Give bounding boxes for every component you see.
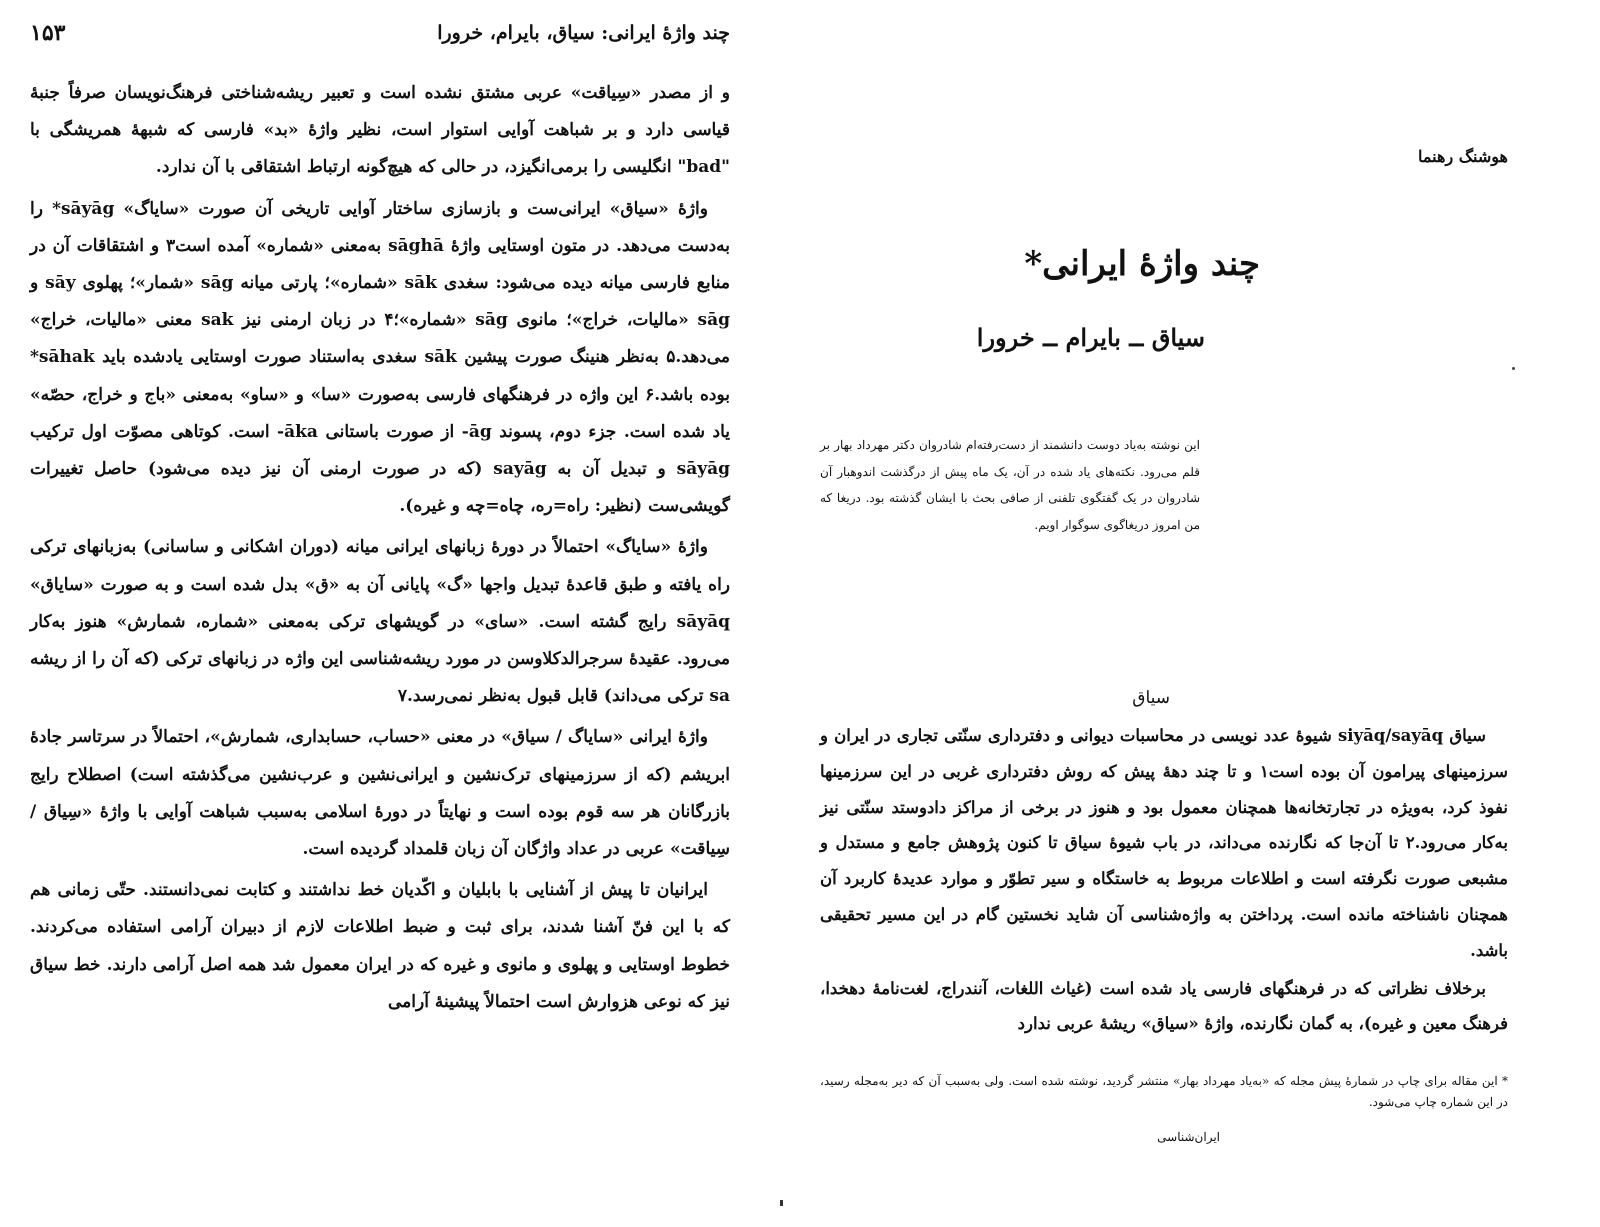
left-body-text (30, 75, 730, 1025)
paragraph: و از مصدر «سِیاقت» عربی مشتق نشده است و تعبیر ریشه‌شناختی فرهنگ‌نویسان صرفاً جنبهٔ قیاسی دارد و بر شباهت آوایی استوار است، نظیر واژهٔ «بد» فارسی که شبههٔ همریشگی با "bad" انگلیسی را برمی‌انگیزد، در حالی که هیچ‌گونه ارتباط اشتقاقی با آن ندارد. (30, 83, 730, 178)
article-title: چند واژهٔ ایرانی* (1024, 244, 1260, 284)
paragraph: ایرانیان تا پیش از آشنایی با بابلیان و اکّدیان خط نداشتند و کتابت نمی‌دانستند. حتّی زمانی هم که با این فنّ آشنا شدند، برای ثبت و ضبط اطلاعات لازم از دبیران آرامی استفاده می‌کردند. خطوط اوستایی و پهلوی و مانوی و غیره که در ایران معمول شد همه اصل آرامی دارند. خط سیاق نیز که نوعی هزوارش است احتمالاً پیشینهٔ آرامی (30, 880, 730, 1012)
print-speck (1512, 367, 1515, 370)
left-page (0, 0, 760, 1227)
right-page (820, 0, 1600, 1227)
paragraph: سیاق siyāq/sayāq شیوهٔ عدد نویسی در محاسبات دیوانی و دفترداری سنّتی تجاری در ایران و سرزمینهای پیرامون آن بوده است۱ و تا چند دههٔ پیش که روش دفترداری غربی در این سرزمینها نفوذ کرد، به‌ویژه در تجارتخانه‌ها همچنان معمول بود و هنوز در برخی از مراکز دادوستد سنّتی نیز به‌کار می‌رود.۲ تا آن‌جا که نگارنده می‌داند، در باب شیوهٔ سیاق تا کنون پژوهش جامع و مستدل و مشبعی صورت نگرفته است و اطلاعات مربوط به خاستگاه و سیر تطوّر و موارد عدیدهٔ کاربرد آن همچنان ناشناخته مانده است. پرداختن به واژه‌شناسی آن شاید نخستین گام در این مسیر تحقیقی باشد. (820, 726, 1508, 960)
journal-name: ایران‌شناسی (1157, 1130, 1220, 1144)
paragraph: برخلاف نظراتی که در فرهنگهای فارسی یاد شده است (غیاث اللغات، آنندراج، لغت‌نامهٔ دهخدا، فرهنگ معین و غیره)، به گمان نگارنده، واژهٔ «سیاق» ریشهٔ عربی ندارد (820, 978, 1508, 1034)
section-heading: سیاق (1132, 688, 1170, 708)
running-header-title: چند واژهٔ ایرانی: سیاق، بایرام، خرورا (437, 22, 730, 44)
right-body-text (820, 718, 1508, 1044)
paragraph: واژهٔ ایرانی «سایاگ / سیاق» در معنی «حساب، حسابداری، شمارش»، احتمالاً در سرتاسر جادهٔ ابریشم (که از سرزمینهای ترک‌نشین و ایرانی‌نشین و عرب‌نشین می‌گذشته است) اصطلاح رایج بازرگانان هر سه قوم بوده است و نهایتاً در دورهٔ اسلامی به‌سبب شباهت آوایی با واژهٔ «سِیاق / سِیاقت» عربی در عداد واژگان آن زبان قلمداد گردیده است. (30, 727, 730, 860)
paragraph: واژهٔ «سایاگ» احتمالاً در دورهٔ زبانهای ایرانی میانه (دوران اشکانی و ساسانی) به‌زبانهای ترکی راه یافته و طبق قاعدهٔ تبدیل واجها «گ» پایانی آن به «ق» بدل شده است و به صورت «سایاق» sāyāq رایج گشته است. «سای» در گویشهای ترکی به‌معنی «شماره، شمارش» هنوز به‌کار می‌رود. عقیدهٔ سرجرالدکلاوسن در مورد ریشه‌شناسی این واژه در زبانهای ترکی (که آن را از ریشه sa ترکی می‌داند) قابل قبول به‌نظر نمی‌رسد.۷ (30, 537, 730, 707)
gutter-mark (780, 1200, 783, 1206)
page-number: ۱۵۳ (30, 20, 66, 46)
dedication-note: این نوشته به‌یاد دوست دانشمند از دست‌رفته‌ام شادروان دکتر مهرداد بهار بر قلم می‌رود. نکته‌های یاد شده در آن، یک ماه پیش از درگذشت اندوهبار آن شادروان در یک گفتگوی تلفنی از صافی بحث با ایشان گذشته بود. دریغا که من امروز دریغاگوی سوگوار اویم. (820, 438, 1200, 532)
author-name: هوشنگ رهنما (1418, 147, 1508, 166)
footnote: * این مقاله برای چاپ در شمارهٔ پیش مجله که «به‌یاد مهرداد بهار» منتشر گردید، نوشته شده است. ولی به‌سبب آن که دیر به‌مجله رسید، در این شماره چاپ می‌شود. (820, 1074, 1508, 1109)
article-subtitle: سیاق ــ بایرام ــ خرورا (976, 323, 1205, 352)
running-header (30, 18, 730, 48)
paragraph: واژهٔ «سیاق» ایرانی‌ست و بازسازی ساختار آوایی تاریخی آن صورت «سایاگ» sāyāg* را به‌دست می‌دهد. در متون اوستایی واژهٔ sāghā به‌معنی «شماره» آمده است۳ و اشتقاقات آن در منابع فارسی میانه دیده می‌شود: سغدی sāk «شماره»؛ پارتی میانه sāg «شمار»؛ پهلوی sāy و sāg «مالیات، خراج»؛ مانوی sāg «شماره»؛۴ در زبان ارمنی نیز sak معنی «مالیات، خراج» می‌دهد.۵ به‌نظر هنینگ صورت پیشین sāk سغدی به‌استناد صورت اوستایی یادشده باید sāhak* بوده باشد.۶ این واژه در فرهنگهای فارسی به‌صورت «سا» و «ساو» به‌معنی «باج و خراج، حصّه» یاد شده است. جزء دوم، پسوند āg- از صورت باستانی āka- است. کوتاهی مصوّت اول ترکیب sāyāg و تبدیل آن به sayāg (که در صورت ارمنی آن نیز دیده می‌شود) حاصل تغییرات گویشی‌ست (نظیر: راه=ره، چاه=چه و غیره). (30, 198, 731, 517)
